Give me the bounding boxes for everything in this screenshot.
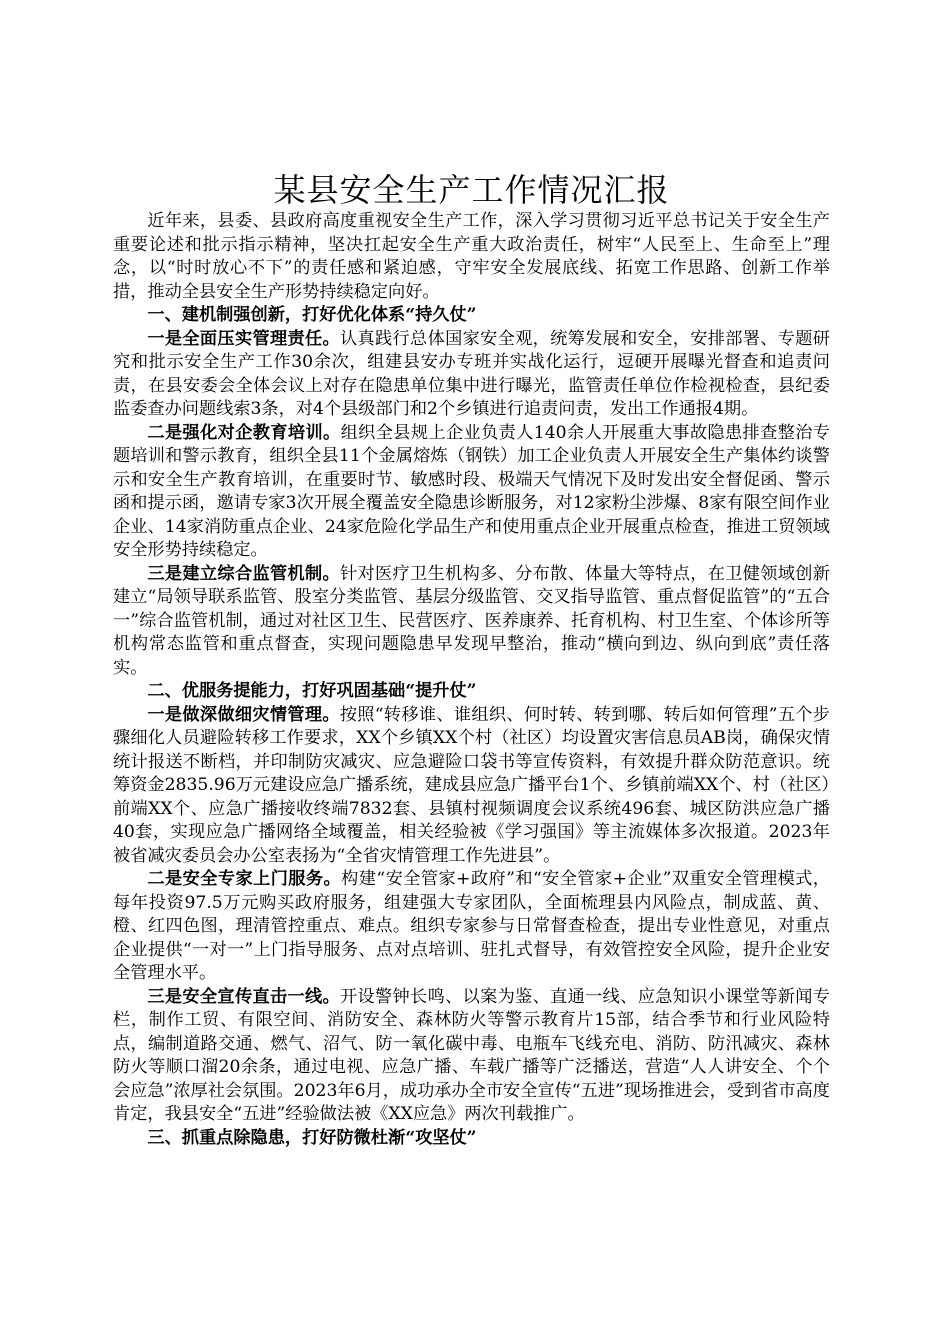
paragraph-text: 构建“安全管家+政府”和“安全管家+企业”双重安全管理模式，每年投资97.5万元购买政府服务，组建强大专家团队，全面梳理县内风险点，制成蓝、黄、橙、红四色图，理清管控重点、难点。组织专家参与日常督查检查，提出专业性意见，对重点企业提供“一对一”上门指导服务、点对点培训、驻扎式督导，有效管控安全风险，提升企业安全管理水平。 bbox=[113, 869, 830, 983]
paragraph-lead: 二是强化对企教育培训。 bbox=[147, 422, 341, 443]
paragraph-lead: 一是做深做细灾情管理。 bbox=[147, 704, 340, 725]
paragraph bbox=[113, 328, 830, 422]
paragraph-text: 开设警钟长鸣、以案为鉴、直通一线、应急知识小课堂等新闻专栏，制作工贸、有限空间、消防安全、森林防火等警示教育片15部，结合季节和行业风险特点，编制道路交通、燃气、沼气、防一氧化碳中毒、电瓶车飞线充电、消防、防汛减灾、森林防火等顺口溜20余条，通过电视、应急广播、车载广播等广泛播送，营造“人人讲安全、个个会应急”浓厚社会氛围。2023年6月，成功承办全市安全宣传“五进”现场推进会，受到省市高度肯定，我县安全“五进”经验做法被《XX应急》两次刊载推广。 bbox=[113, 986, 830, 1124]
paragraph bbox=[113, 704, 830, 869]
paragraph-lead: 二是安全专家上门服务。 bbox=[147, 869, 342, 889]
paragraph bbox=[113, 986, 830, 1127]
document-page bbox=[113, 170, 830, 1150]
paragraph-lead: 三是安全宣传直击一线。 bbox=[147, 986, 341, 1007]
section-heading-2: 二、优服务提能力，打好巩固基础“提升仗” bbox=[147, 681, 477, 701]
intro-paragraph: 近年来，县委、县政府高度重视安全生产工作，深入学习贯彻习近平总书记关于安全生产重要论述和批示指示精神，坚决扛起安全生产重大政治责任，树牢“人民至上、生命至上”理念，以“时时放心不下”的责任感和紧迫感，守牢安全发展底线、拓宽工作思路、创新工作举措，推动全县安全生产形势持续稳定向好。 bbox=[113, 211, 830, 302]
paragraph-text: 认真践行总体国家安全观，统筹发展和安全，安排部署、专题研究和批示安全生产工作30余次，组建县安办专班并实战化运行，逗硬开展曝光督查和追责问责，在县安委会全体会议上对存在隐患单位集中进行曝光，监管责任单位作检视检查，县纪委监委查办问题线索3条，对4个县级部门和2个乡镇进行追责问责，发出工作通报4期。 bbox=[113, 328, 830, 419]
paragraph bbox=[113, 422, 830, 563]
paragraph-lead: 一是全面压实管理责任。 bbox=[147, 328, 341, 349]
section-heading-1: 一、建机制强创新，打好优化体系“持久仗” bbox=[147, 305, 477, 325]
section-heading-3: 三、抓重点除隐患，打好防微杜渐“攻坚仗” bbox=[147, 1127, 477, 1148]
paragraph bbox=[113, 563, 830, 681]
paragraph bbox=[113, 868, 830, 986]
paragraph-text: 组织全县规上企业负责人140余人开展重大事故隐患排查整治专题培训和警示教育，组织全县11个金属熔炼（钢铁）加工企业负责人开展安全生产集体约谈警示和安全生产教育培训，在重要时节、敏感时段、极端天气情况下及时发出安全督促函、警示函和提示函，邀请专家3次开展全覆盖安全隐患诊断服务，对12家粉尘涉爆、8家有限空间作业企业、14家消防重点企业、24家危险化学品生产和使用重点企业开展重点检查，推进工贸领域安全形势持续稳定。 bbox=[113, 422, 830, 560]
paragraph-text: 按照“转移谁、谁组织、何时转、转到哪、转后如何管理”五个步骤细化人员避险转移工作要求，XX个乡镇XX个村（社区）均设置灾害信息员AB岗，确保灾情统计报送不断档，并印制防灾减灾、应急避险口袋书等宣传资料，有效提升群众防范意识。统筹资金2835.96万元建设应急广播系统，建成县应急广播平台1个、乡镇前端XX个、村（社区）前端XX个、应急广播接收终端7832套、县镇村视频调度会议系统496套、城区防洪应急广播40套，实现应急广播网络全域覆盖，相关经验被《学习强国》等主流媒体多次报道。2023年被省减灾委员会办公室表扬为“全省灾情管理工作先进县”。 bbox=[113, 704, 830, 866]
document-title: 某县安全生产工作情况汇报 bbox=[273, 171, 670, 209]
paragraph-lead: 三是建立综合监管机制。 bbox=[147, 563, 341, 584]
paragraph-text: 针对医疗卫生机构多、分布散、体量大等特点，在卫健领域创新建立“局领导联系监管、股室分类监管、基层分级监管、交叉指导监管、重点督促监管”的“五合一”综合监管机制，通过对社区卫生、民营医疗、医养康养、托育机构、村卫生室、个体诊所等机构常态监管和重点督查，实现问题隐患早发现早整治，推动“横向到边、纵向到底”责任落实。 bbox=[113, 563, 830, 678]
